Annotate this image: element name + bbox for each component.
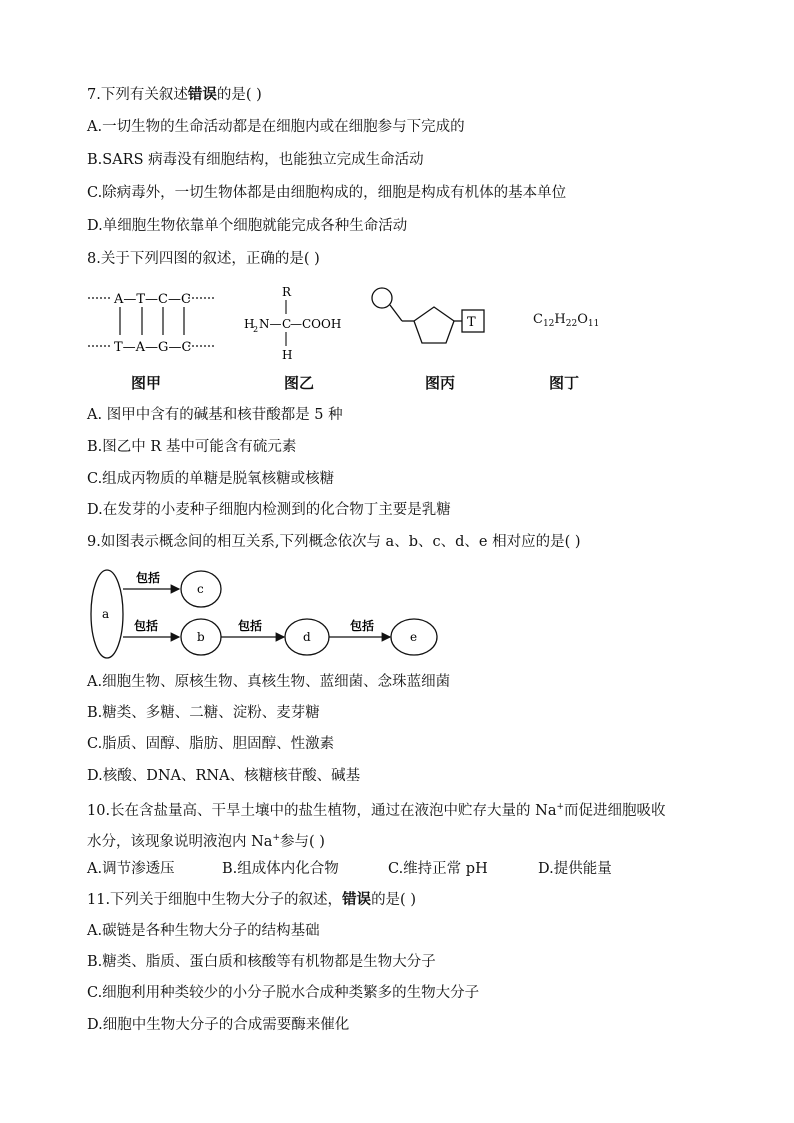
include-label-3: 包括 (238, 619, 263, 633)
q10-stem-line1: 10.长在含盐量高、干旱土壤中的盐生植物，通过在液泡中贮存大量的 Na+而促进细胞吸收 (87, 802, 666, 819)
caption-yi: 图乙 (284, 374, 315, 392)
include-label-1: 包括 (136, 571, 161, 585)
amino-h-bottom: H (282, 348, 293, 362)
q7-option-d: D.单细胞生物依靠单个细胞就能完成各种生命活动 (87, 218, 408, 234)
q7-stem-emphasis: 错误 (187, 86, 217, 103)
q11-stem: 11.下列关于细胞中生物大分子的叙述，错误的是( ) (87, 891, 416, 908)
q8-option-b: B.图乙中 R 基中可能含有硫元素 (87, 439, 297, 455)
amino-c: C (282, 317, 292, 331)
pentose-ring (414, 307, 454, 343)
amino-h-sub: 2 (253, 325, 259, 334)
caption-ding: 图丁 (549, 374, 580, 392)
q11-option-a: A.碳链是各种生物大分子的结构基础 (87, 923, 320, 939)
q7-stem: 7.下列有关叙述错误的是( ) (87, 86, 262, 103)
q9-option-c: C.脂质、固醇、脂肪、胆固醇、性激素 (87, 736, 335, 752)
q11-option-c: C.细胞利用种类较少的小分子脱水合成种类繁多的生物大分子 (87, 985, 480, 1001)
q8-option-c: C.组成丙物质的单糖是脱氧核糖或核糖 (87, 471, 335, 487)
label-e: e (410, 630, 418, 644)
q9-stem: 9.如图表示概念间的相互关系,下列概念依次与 a、b、c、d、e 相对应的是( ) (87, 534, 581, 550)
q10-option-b: B.组成体内化合物 (222, 861, 339, 877)
q8-option-d: D.在发芽的小麦种子细胞内检测到的化合物丁主要是乳糖 (87, 502, 451, 518)
amino-h: H (244, 317, 255, 331)
q9-option-d: D.核酸、DNA、RNA、核糖核苷酸、碱基 (87, 768, 361, 784)
amino-cooh: —COOH (290, 317, 342, 331)
q10-option-d: D.提供能量 (538, 861, 612, 877)
q10-stem-line2: 水分，该现象说明液泡内 Na+参与( ) (87, 833, 325, 850)
caption-bing: 图丙 (425, 374, 456, 392)
q11-stem-emphasis: 错误 (342, 891, 372, 908)
phosphate-circle (372, 288, 392, 308)
dna-bottom-strand: T—A—G—C (114, 340, 192, 355)
figure-jia-dna (86, 285, 226, 357)
include-label-2: 包括 (134, 619, 159, 633)
label-b: b (197, 630, 205, 644)
dna-top-strand: A—T—C—C (114, 292, 191, 307)
amino-n: N— (259, 317, 282, 331)
q9-option-a: A.细胞生物、原核生物、真核生物、蓝细菌、念珠蓝细菌 (87, 674, 451, 690)
label-d: d (303, 630, 311, 644)
q10-option-a: A.调节渗透压 (87, 861, 175, 877)
q11-option-b: B.糖类、脂质、蛋白质和核酸等有机物都是生物大分子 (87, 954, 436, 970)
caption-jia: 图甲 (131, 374, 162, 392)
figure-yi-amino-acid (240, 282, 360, 362)
figure-bing-nucleotide (366, 283, 496, 349)
amino-r-group: R (282, 285, 292, 299)
label-c: c (197, 582, 204, 596)
q9-option-b: B.糖类、多糖、二糖、淀粉、麦芽糖 (87, 705, 320, 721)
q7-option-b: B.SARS 病毒没有细胞结构，也能独立完成生命活动 (87, 152, 424, 168)
base-letter: T (467, 315, 476, 330)
figure-ding-formula: $C_{12}H_{22}O_{11}$ (533, 312, 600, 329)
q9-concept-diagram (88, 564, 448, 664)
q7-option-c: C.除病毒外，一切生物体都是由细胞构成的，细胞是构成有机体的基本单位 (87, 185, 567, 201)
include-label-4: 包括 (350, 619, 375, 633)
q11-option-d: D.细胞中生物大分子的合成需要酶来催化 (87, 1017, 350, 1033)
q8-stem: 8.关于下列四图的叙述，正确的是( ) (87, 251, 320, 267)
q7-option-a: A.一切生物的生命活动都是在细胞内或在细胞参与下完成的 (87, 119, 465, 135)
q8-option-a: A. 图甲中含有的碱基和核苷酸都是 5 种 (87, 407, 343, 423)
q10-option-c: C.维持正常 pH (388, 861, 488, 877)
label-a: a (102, 607, 110, 621)
